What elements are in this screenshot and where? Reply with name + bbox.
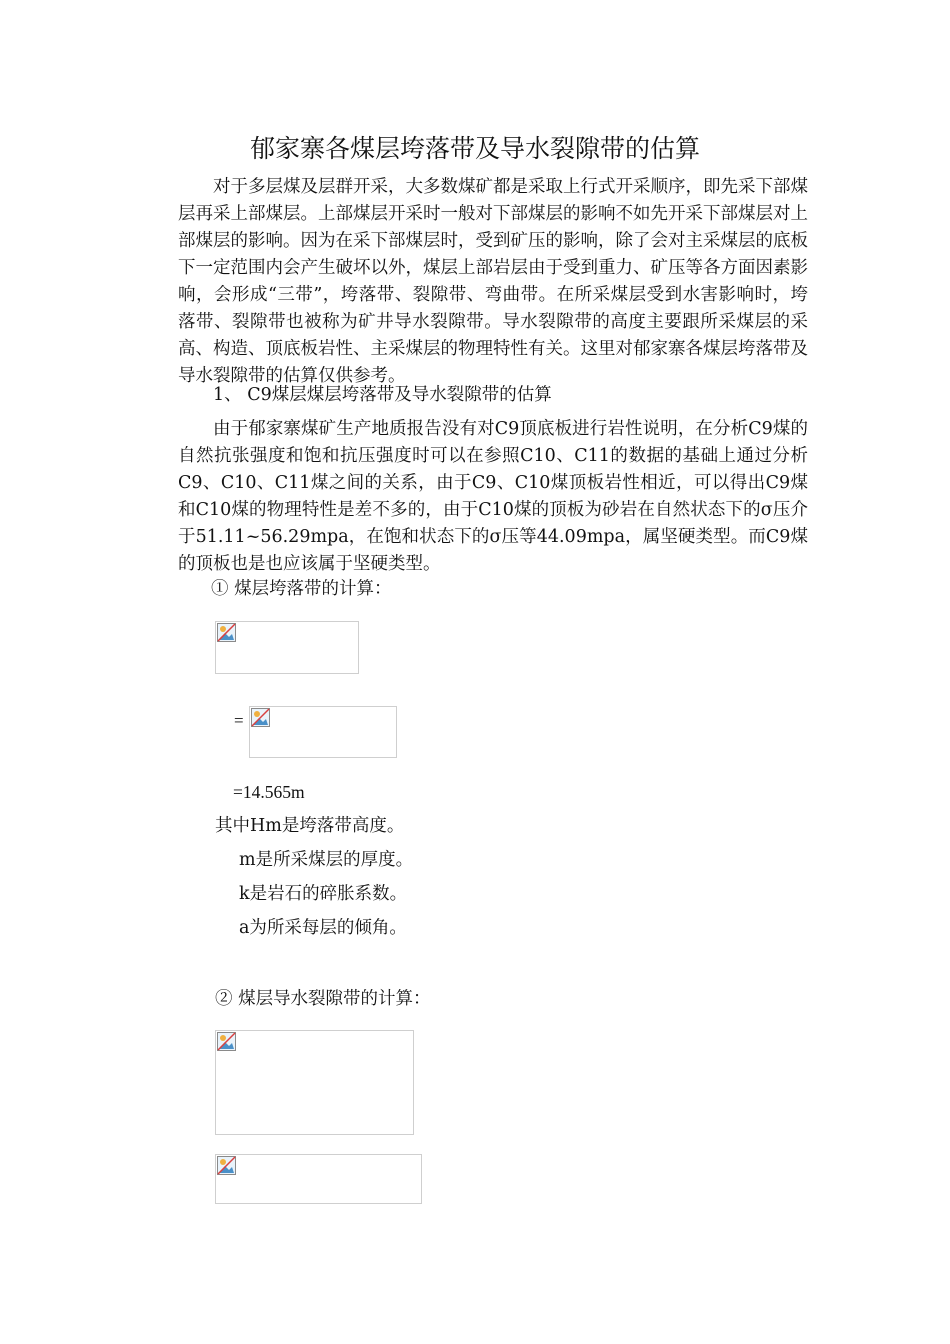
- formula-image-1: [215, 621, 359, 674]
- definition-a: a为所采每层的倾角。: [239, 918, 407, 938]
- broken-image-icon: [251, 708, 270, 727]
- formula-image-4: [215, 1154, 422, 1204]
- intro-paragraph: 对于多层煤及层群开采，大多数煤矿都是采取上行式开采顺序，即先采下部煤层再采上部煤层。上部煤层开采时一般对下部煤层的影响不如先开采下部煤层对上部煤层的影响。因为在采下部煤层时，受到矿压的影响，除了会对主采煤层的底板下一定范围内会产生破坏以外，煤层上部岩层由于受到重力、矿压等各方面因素影响，会形成“三带”，垮落带、裂隙带、弯曲带。在所采煤层受到水害影响时，垮落带、裂隙带也被称为矿井导水裂隙带。导水裂隙带的高度主要跟所采煤层的采高、构造、顶底板岩性、主采煤层的物理特性有关。这里对郁家寨各煤层垮落带及导水裂隙带的估算仅供参考。: [178, 177, 808, 386]
- result-value: =14.565m: [233, 782, 305, 802]
- broken-image-icon: [217, 623, 236, 642]
- section1-heading: 1、 C9煤层煤层垮落带及导水裂隙带的估算: [213, 385, 552, 405]
- definition-m: m是所采煤层的厚度。: [239, 850, 414, 870]
- page-title: 郁家寨各煤层垮落带及导水裂隙带的估算: [249, 134, 700, 163]
- collapse-zone-heading: ① 煤层垮落带的计算：: [211, 579, 392, 599]
- formula-image-2: [249, 706, 397, 758]
- formula-image-3: [215, 1030, 414, 1135]
- section1-paragraph: 由于郁家寨煤矿生产地质报告没有对C9顶底板进行岩性说明，在分析C9煤的自然抗张强度和饱和抗压强度时可以在参照C10、C11的数据的基础上通过分析C9、C10、C11煤之间的关系，由于C9、C10煤顶板岩性相近，可以得出C9煤和C10煤的物理特性是差不多的，由于C10煤的顶板为砂岩在自然状态下的σ压介于51.11~56.29mpa，在饱和状态下的σ压等44.09mpa，属坚硬类型。而C9煤的顶板也是也应该属于坚硬类型。: [178, 419, 808, 574]
- definition-k: k是岩石的碎胀系数。: [239, 884, 408, 904]
- broken-image-icon: [217, 1156, 236, 1175]
- water-fracture-zone-heading: ② 煤层导水裂隙带的计算：: [215, 989, 431, 1009]
- broken-image-icon: [217, 1032, 236, 1051]
- equals-sign: =: [234, 711, 244, 730]
- definition-hm: 其中Hm是垮落带高度。: [215, 816, 405, 836]
